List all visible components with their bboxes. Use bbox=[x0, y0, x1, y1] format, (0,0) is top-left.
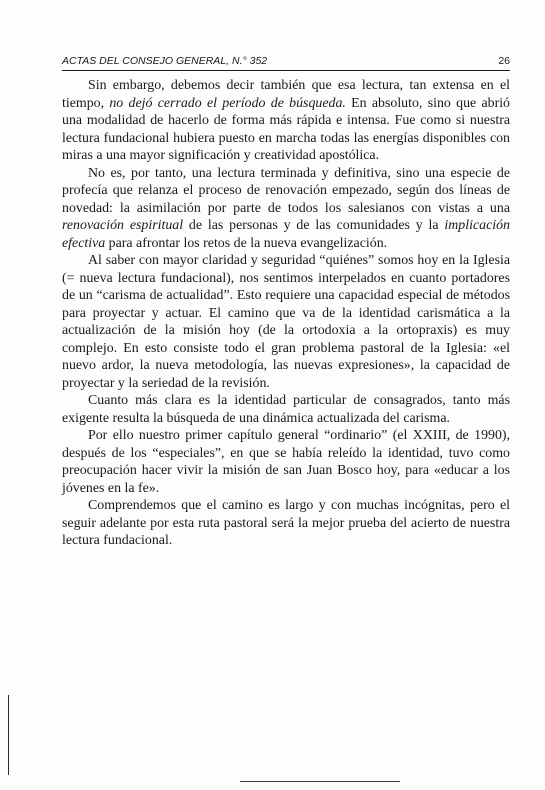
paragraph bbox=[62, 77, 510, 165]
emphasis: no dejó cerrado el período de búsqueda. bbox=[109, 95, 346, 111]
paragraph bbox=[62, 165, 510, 253]
paragraph: Por ello nuestro primer capítulo general “ordinario” (el XXIII, de 1990), después de los “especiales”, en que se había releído la identidad, tuvo como preocupación hacer vivir la misión de san Juan Bosco hoy, para «educar a los jóvenes en la fe». bbox=[62, 428, 510, 496]
text-run: Sin embargo, debemos decir también que esa lectura, tan extensa en el tiempo, bbox=[62, 78, 510, 111]
paragraph: Comprendemos que el camino es largo y con muchas incógnitas, pero el seguir adelante por esta ruta pastoral será la mejor prueba del acierto de nuestra lectura fundacional. bbox=[62, 498, 510, 548]
paragraph: Al saber con mayor claridad y seguridad “quiénes” somos hoy en la Iglesia (= nueva lectura fundacional), nos sentimos interpelados en cuanto portadores de un “carisma de actualidad”. Esto requiere una capacidad especial de métodos para proyectar y actuar. El camino que va de la identidad carismática a la actualización de la misión hoy (de la ortodoxia a la ortopraxis) es muy complejo. En esto consiste todo el gran problema pastoral de la Iglesia: «el nuevo ardor, la nueva metodología, las nuevas expresiones», la capacidad de proyectar y la seriedad de la revisión. bbox=[62, 253, 510, 391]
emphasis: implicación efectiva bbox=[62, 218, 510, 251]
running-header bbox=[62, 54, 510, 71]
scan-bottom-line bbox=[240, 781, 400, 782]
emphasis: renovación espiritual bbox=[62, 218, 184, 233]
text-run: En absoluto, sino que abrió una modalidad de hacerlo de forma más rápida e intensa. Fue como si nuestra lectura fundacional hubiera puesto en marcha todas las energías disponibles con miras a una mayor significación y creatividad apostólica. bbox=[62, 95, 511, 163]
text-run: de las personas y de las comunidades y la bbox=[183, 218, 445, 233]
text-run: para afrontar los retos de la nueva evangelización. bbox=[105, 235, 388, 251]
page-number: 26 bbox=[498, 55, 510, 67]
text-run: No es, por tanto, una lectura terminada y definitiva, sino una especie de profecía que relanza el proceso de renovación empezado, según dos líneas de novedad: la asimilación por parte de todos los salesianos con vistas a una bbox=[62, 165, 510, 216]
body-text bbox=[62, 77, 510, 550]
scan-edge-line bbox=[8, 695, 9, 775]
paragraph: Cuanto más clara es la identidad particular de consagrados, tanto más exigente resulta la búsqueda de una dinámica actualizada del carisma. bbox=[62, 393, 510, 426]
running-title: ACTAS DEL CONSEJO GENERAL, N.° 352 bbox=[62, 55, 268, 67]
